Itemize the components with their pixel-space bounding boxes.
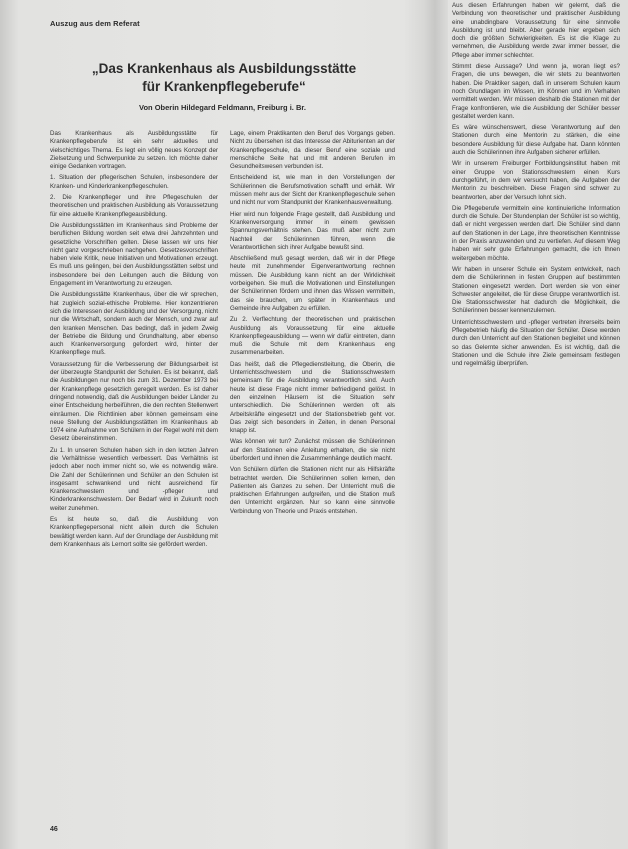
paragraph: Lage, einem Praktikanten den Beruf des Vorgangs geben. Nicht zu übersehen ist das Interesse der Abiturienten an der Krankenpflegeschule, da dieser Beruf eine soziale und menschliche Seite hat und mit anderen Berufen im Gesundheitswesen verbunden ist. — [230, 130, 395, 171]
paragraph: Unterrichtsschwestern und -pfleger vertreten ihrerseits beim Pflegebetrieb häufig die Situation der Schüler. Diese werden durch den Unterricht auf den Stationen begleitet und können so das Gelernte sicher anwenden. Es ist wichtig, daß die Stationen und die Schule ihre Ziele gemeinsam festlegen und regelmäßig überprüfen. — [452, 318, 620, 368]
text-column-3 — [452, 2, 620, 838]
paragraph: Aus diesen Erfahrungen haben wir gelernt, daß die Verbindung von theoretischer und praktischer Ausbildung eine unabdingbare Voraussetzung für eine sinnvolle Ausbildung ist und bleibt. Aber gerade hier ergeben sich doch die größten Schwierigkeiten. Es ist die Klage zu vernehmen, die Ausbildung werde zwar immer besser, die Pflege aber immer schlechter. — [452, 2, 620, 59]
paragraph: Stimmt diese Aussage? Und wenn ja, woran liegt es? Fragen, die uns bewegen, die wir stets zu beantworten haben. Die Praktiker sagen, daß in unserem Schulen kaum noch Grundlagen im Wissen, im Können und im Verhalten vermittelt werden. Wir müssen deshalb die Stationen mit der Frage konfrontieren, wie die Ausbildung der Schüler besser gestaltet werden kann. — [452, 63, 620, 120]
paragraph: Entscheidend ist, wie man in den Vorstellungen der Schülerinnen die Berufsmotivation schafft und erhält. Wir müssen mehr aus der Sicht der Krankenpflegeschule sehen und nicht nur vom Standpunkt der Krankenhausverwaltung. — [230, 174, 395, 207]
text-column-1 — [50, 130, 218, 820]
paragraph: Die Ausbildungsstätten im Krankenhaus sind Probleme der beruflichen Bildung worden seit etwa drei Jahrzehnten und gesetzliche Vorschriften gelten. Diese lassen wir uns hier nicht ganz vorgeschrieben nachgehen. Gesetzesvorschriften haben viele Kritik, neue Initiativen und Motivationen erzeugt. Es muß uns gelingen, bei den Ausbildungsstätten selbst und insbesondere bei den Leitungen auch die Bildung von Engagement im Verantwortung zu erzeugen. — [50, 221, 218, 288]
paragraph: Zu 1. In unseren Schulen haben sich in den letzten Jahren die Verhältnisse wesentlich verbessert. Das Verhältnis ist jedoch aber noch immer nicht so, wie es notwendig wäre. Die Zahl der Schülerinnen und Schüler an den Schulen ist insgesamt schwankend und nicht ausreichend für Krankenschwestern und -pfleger und Kinderkrankenschwestern. Der Bedarf wird in Zukunft noch weiter zunehmen. — [50, 446, 218, 512]
book-gutter-shadow — [404, 0, 448, 849]
paragraph: Von Schülern dürfen die Stationen nicht nur als Hilfskräfte betrachtet werden. Die Schülerinnen sollen lernen, den Patienten als Ganzes zu sehen. Der Unterricht muß die praktischen Erfahrungen aufgreifen, und die Station muß den Unterricht ergänzen. Nur so kann eine sinnvolle Verbindung von Theorie und Praxis entstehen. — [230, 466, 395, 515]
text-column-2 — [230, 130, 395, 820]
paragraph: 2. Die Krankenpfleger und ihre Pflegeschulen der theoretischen und praktischen Ausbildung als Voraussetzung für eine aktuelle Krankenpflegeausbildung. — [50, 194, 218, 218]
author-byline: Von Oberin Hildegard Feldmann, Freiburg i. Br. — [139, 103, 306, 112]
paragraph: Voraussetzung für die Verbesserung der Bildungsarbeit ist der überzeugte Standpunkt der Schulen. Es ist bekannt, daß die Ausbildungen nur noch bis zum 31. Dezember 1973 bei der Krankenpflege gesetzlich geregelt werden. Es ist daher dringend notwendig, daß die Ausbildungen beider Länder zu einer Entscheidung herbeiführen, die den rechten Stellenwert einräumen. Die Richtlinien aber können gemeinsam eine neue Stellung der Ausbildungsstätten im Krankenhaus ab 1974 eine Aufnahme von Schülern in der Regel wohl mit dem Gesetz übereinstimmen. — [50, 360, 218, 443]
paragraph: Die Ausbildungsstätte Krankenhaus, über die wir sprechen, hat zugleich sozial-ethische Probleme. Hier konzentrieren sich die Interessen der Ausbildung und der Versorgung, nicht nur die Wirtschaft, sondern auch der Mensch, und zwar auf den kranken Menschen. Das bedingt, daß in jedem Zweig der Betriebe die Bildung und Grundhaltung, aber ebenso auch Krankenversorgung gefordert wird, hinter der Krankenpflege muß. — [50, 291, 218, 357]
title-line-2: für Krankenpflegeberufe“ — [142, 79, 306, 94]
paragraph: Das heißt, daß die Pflegedienstleitung, die Oberin, die Unterrichtsschwestern und die Stationsschwestern gemeinsam für die Ausbildung verantwortlich sind. Auch heute ist diese Frage nicht immer befriedigend gelöst. In den einzelnen Häusern ist die Situation sehr unterschiedlich. Die Schülerinnen werden oft als Arbeitskräfte eingesetzt und der Stationsbetrieb geht vor. Das zeigt sich besonders in Zeiten, in denen Personal knapp ist. — [230, 360, 395, 435]
page-number: 46 — [50, 826, 58, 833]
paragraph: Die Pflegeberufe vermitteln eine kontinuierliche Information durch die Schule. Der Stundenplan der Schüler ist so wichtig, daß er nicht vergessen werden darf. Die Schüler sind dann auf den Stationen in der Lage, ihre theoretischen Kenntnisse in der Praxis anzuwenden und zu vertiefen. Auf diesem Weg haben wir sehr gute Erfahrungen gemacht, die ich Ihnen weitergeben möchte. — [452, 204, 620, 262]
paragraph: 1. Situation der pflegerischen Schulen, insbesondere der Kranken- und Kinderkrankenpflegeschulen. — [50, 174, 218, 190]
title-line-1: „Das Krankenhaus als Ausbildungsstätte — [91, 61, 357, 76]
paragraph: Abschließend muß gesagt werden, daß wir in der Pflege heute mit zunehmender Eigenverantwortung rechnen müssen. Die Ausbildung kann nicht an der Wirklichkeit vorbeigehen. Sie muß die Motivationen und Einstellungen der Schülerinnen fördern und ihnen das Wissen vermitteln, das sie brauchen, um später in Krankenhaus und Gemeinde ihre Aufgaben zu erfüllen. — [230, 255, 395, 312]
kicker-label: Auszug aus dem Referat — [50, 19, 140, 28]
article-title — [64, 60, 384, 96]
paragraph: Das Krankenhaus als Ausbildungsstätte für Krankenpflegeberufe ist ein sehr aktuelles und vielschichtiges Thema. Es legt ein völlig neues Konzept der Zielsetzung und Schwerpunkte zu setzen. Ich möchte daher einige Gedanken vortragen. — [50, 130, 218, 171]
paragraph: Es ist heute so, daß die Ausbildung von Krankenpflegepersonal nicht allein durch die Schulen bewältigt werden kann. Auf der Grundlage der Ausbildung mit dem Krankenhaus als Lernort sollte sie gefördert werden. — [50, 516, 218, 548]
paragraph: Wir in unserem Freiburger Fortbildungsinstitut haben mit einer Gruppe von Stationsschwestern einen Kurs durchgeführt, in dem wir versucht haben, die Aufgaben der Mentorin zu beschreiben. Diese Fragen sind schwer zu beantworten, aber der Versuch lohnt sich. — [452, 160, 620, 201]
paragraph: Wir haben in unserer Schule ein System entwickelt, nach dem die Schülerinnen in festen Gruppen auf bestimmten Stationen eingesetzt werden. Dort werden sie von einer Schwester angeleitet, die für diese Gruppe verantwortlich ist. Die Stationsschwester hat dadurch die Möglichkeit, die Schülerinnen besser kennenzulernen. — [452, 265, 620, 315]
paragraph: Es wäre wünschenswert, diese Verantwortung auf den Stationen durch eine Mentorin zu stärken, die eine besondere Ausbildung für diese Aufgabe hat. Dann könnten auch die Schülerinnen ihre Aufgaben sicherer erfüllen. — [452, 124, 620, 157]
paragraph: Was können wir tun? Zunächst müssen die Schülerinnen auf den Stationen eine Anleitung erhalten, die sie nicht überfordert und ihnen die Zusammenhänge deutlich macht. — [230, 438, 395, 462]
paragraph: Zu 2. Verflechtung der theoretischen und praktischen Ausbildung als Voraussetzung für eine aktuelle Krankenpflegeausbildung — wenn wir dafür eintreten, dann muß die Schule mit dem Krankenhaus eng zusammenarbeiten. — [230, 316, 395, 357]
paragraph: Hier wird nun folgende Frage gestellt, daß Ausbildung und Krankenversorgung immer in einem gewissen Spannungsverhältnis stehen. Das muß aber nicht zum Nachteil der Schülerinnen führen, wenn die Verantwortlichen sich ihrer Aufgabe bewußt sind. — [230, 210, 395, 251]
